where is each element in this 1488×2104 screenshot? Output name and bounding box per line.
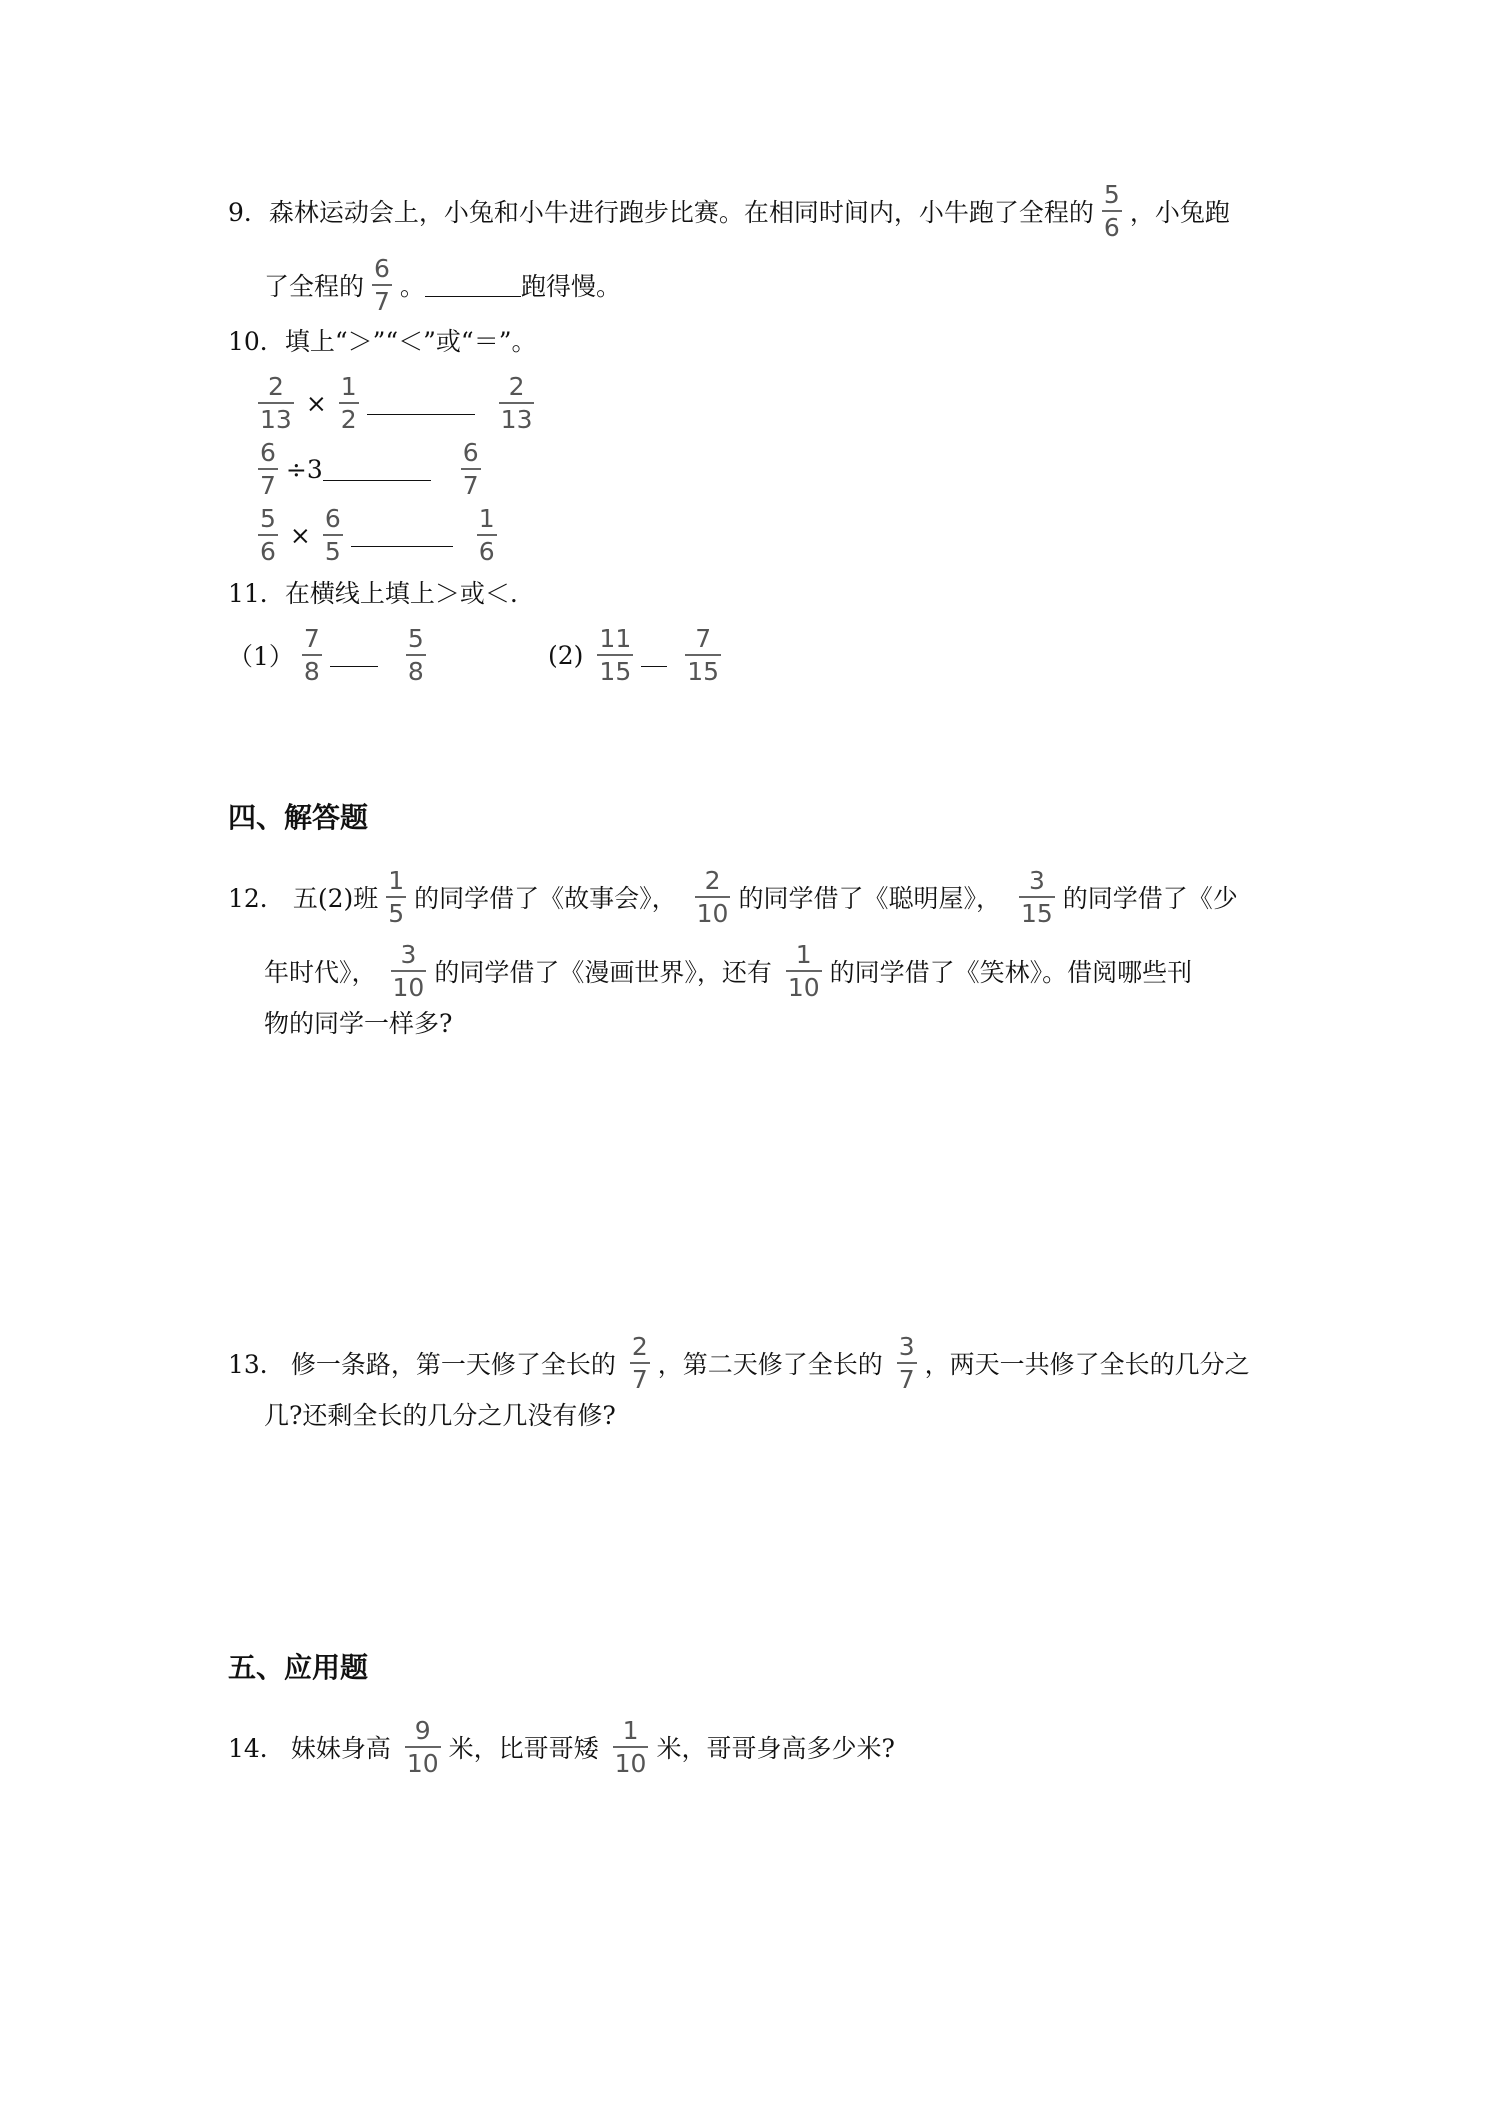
fraction: $\frac{6}{5}$ (324, 504, 341, 566)
fraction: $\frac{6}{7}$ (462, 438, 479, 500)
q13-line1 (228, 1334, 1250, 1392)
q12-text: 的同学借了《故事会》， (414, 884, 677, 913)
q12-line3: 物的同学一样多? (264, 1009, 453, 1038)
q9-answer-blank[interactable] (425, 274, 521, 297)
q12-text: 的同学借了《聪明屋》， (738, 884, 1001, 913)
q10-answer-blank[interactable] (323, 458, 431, 481)
q10-row-1 (258, 374, 542, 432)
q11-text: 在横线上填上＞或＜. (284, 579, 518, 608)
operator: × (305, 388, 327, 418)
fraction: $\frac{3}{7}$ (898, 1332, 915, 1394)
q9-line1 (228, 182, 1230, 240)
fraction: $\frac{2}{13}$ (260, 372, 292, 434)
q10-row-3 (258, 506, 505, 564)
q13-line2: 几?还剩全长的几分之几没有修? (264, 1401, 616, 1430)
fraction: $\frac{5}{6}$ (260, 504, 276, 566)
q12-text: 年时代》， (264, 958, 377, 987)
q9-line2 (264, 256, 621, 314)
q9-text: ，小兔跑 (1129, 198, 1230, 227)
q12-text: 的同学借了《漫画世界》，还有 (434, 958, 772, 987)
q14-text: 米，哥哥身高多少米? (656, 1734, 895, 1763)
section-heading: 四、解答题 (228, 801, 369, 834)
q11-part-1 (228, 626, 434, 684)
q9-text: 。 (399, 272, 425, 301)
fraction: $\frac{2}{13}$ (500, 372, 533, 434)
q10-answer-blank[interactable] (351, 524, 453, 547)
operator: × (289, 520, 311, 550)
q11-answer-blank[interactable] (641, 644, 667, 667)
fraction: $\frac{11}{15}$ (599, 624, 632, 686)
fraction: $\frac{1}{2}$ (340, 372, 357, 434)
q9-fraction-tu: $\frac{6}{7}$ (374, 254, 390, 316)
q10-row-2 (258, 440, 489, 498)
fraction: $\frac{2}{10}$ (696, 866, 729, 928)
fraction: $\frac{6}{7}$ (260, 438, 276, 500)
part-label: （1） (228, 642, 294, 671)
q12-text: 五(2)班 (292, 884, 379, 913)
q10-answer-blank[interactable] (367, 392, 475, 415)
q12-text: 的同学借了《笑林》。借阅哪些刊 (829, 958, 1193, 987)
q11-title (228, 574, 518, 610)
q12-number: 12． (228, 884, 285, 913)
q10-text: 填上“＞”“＜”或“＝”。 (284, 327, 537, 356)
q9-text: 森林运动会上，小兔和小牛进行跑步比赛。在相同时间内，小牛跑了全程的 (268, 198, 1094, 227)
fraction: $\frac{2}{7}$ (631, 1332, 648, 1394)
fraction: $\frac{1}{10}$ (787, 940, 820, 1002)
fraction: $\frac{1}{6}$ (478, 504, 495, 566)
q10-title (228, 322, 537, 358)
fraction: $\frac{5}{8}$ (407, 624, 424, 686)
part-label: (2) (548, 640, 584, 670)
q11-answer-blank[interactable] (330, 644, 378, 667)
q12-text: 的同学借了《少 (1062, 884, 1238, 913)
section-heading: 五、应用题 (228, 1651, 369, 1684)
q11-number: 11． (228, 579, 285, 608)
q13-number: 13． (228, 1350, 285, 1379)
q9-number: 9． (228, 198, 269, 227)
q14-text: 妹妹身高 (290, 1734, 391, 1763)
fraction: $\frac{3}{10}$ (392, 940, 425, 1002)
fraction: $\frac{1}{5}$ (388, 866, 405, 928)
q10-number: 10． (228, 327, 285, 356)
operator: ÷3 (285, 454, 323, 484)
q14-number: 14． (228, 1734, 285, 1763)
fraction: $\frac{7}{8}$ (303, 624, 320, 686)
q12-line1 (228, 868, 1238, 926)
fraction: $\frac{3}{15}$ (1020, 866, 1053, 928)
q14-text: 米，比哥哥矮 (448, 1734, 599, 1763)
q13-text: 修一条路，第一天修了全长的 (290, 1350, 616, 1379)
q14-line1 (228, 1718, 895, 1776)
q13-text: ，第二天修了全长的 (657, 1350, 883, 1379)
fraction: $\frac{9}{10}$ (406, 1716, 439, 1778)
q9-text: 了全程的 (264, 272, 365, 301)
q11-part-2 (548, 626, 729, 684)
q9-text: 跑得慢。 (520, 272, 621, 301)
q13-text: ，两天一共修了全长的几分之 (924, 1350, 1250, 1379)
q12-line2 (264, 942, 1192, 1000)
fraction: $\frac{7}{15}$ (687, 624, 720, 686)
q9-fraction-niu: $\frac{5}{6}$ (1103, 180, 1120, 242)
fraction: $\frac{1}{10}$ (614, 1716, 647, 1778)
